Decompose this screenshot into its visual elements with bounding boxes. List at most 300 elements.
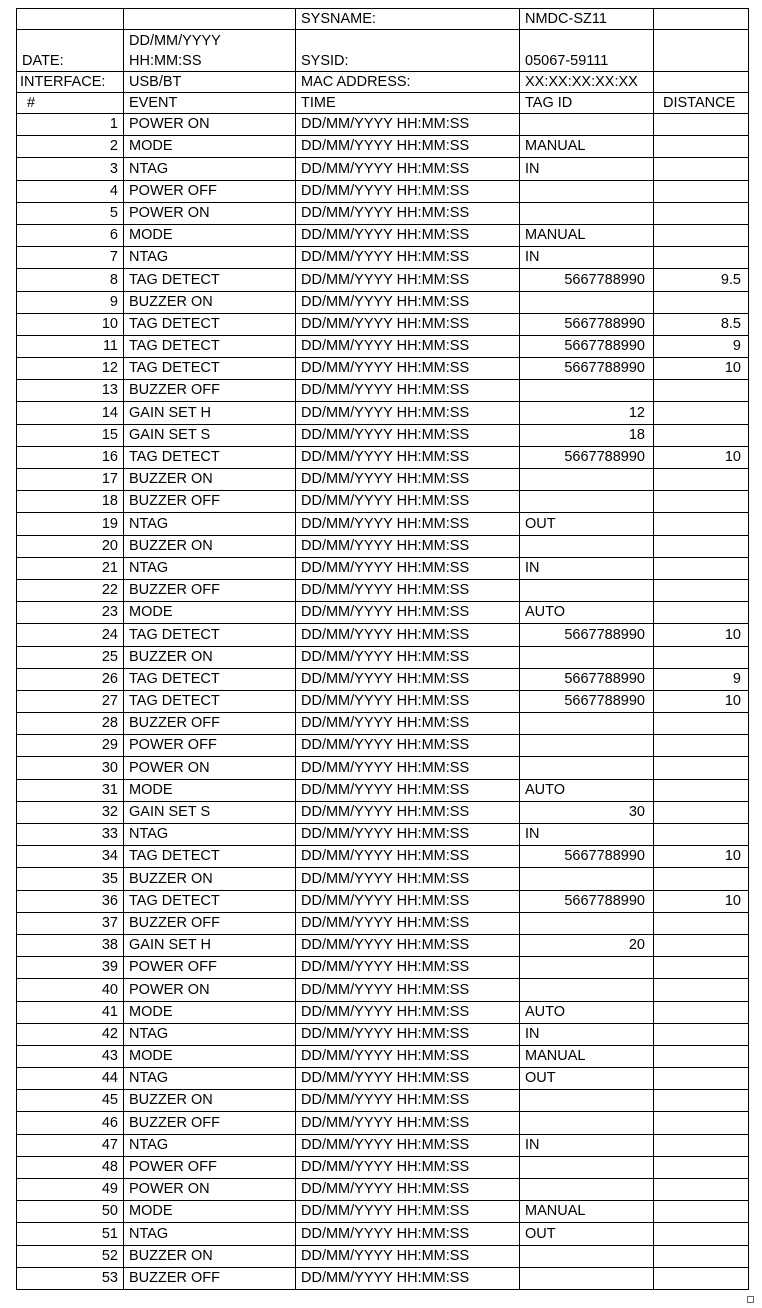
row-number: 49 [17, 1179, 124, 1201]
column-header-time: TIME [296, 93, 520, 114]
row-number: 31 [17, 779, 124, 801]
row-time: DD/MM/YYYY HH:MM:SS [296, 912, 520, 934]
row-time: DD/MM/YYYY HH:MM:SS [296, 557, 520, 579]
event-log-table [16, 8, 749, 1290]
table-row [17, 158, 749, 180]
row-distance [654, 180, 749, 202]
row-tag-id: 30 [520, 801, 654, 823]
row-number: 1 [17, 114, 124, 136]
row-event: BUZZER OFF [124, 579, 296, 601]
row-time: DD/MM/YYYY HH:MM:SS [296, 1156, 520, 1178]
row-distance [654, 1112, 749, 1134]
table-row [17, 114, 749, 136]
row-time: DD/MM/YYYY HH:MM:SS [296, 335, 520, 357]
table-row [17, 1023, 749, 1045]
row-tag-id [520, 291, 654, 313]
table-row [17, 846, 749, 868]
row-time: DD/MM/YYYY HH:MM:SS [296, 1068, 520, 1090]
row-time: DD/MM/YYYY HH:MM:SS [296, 424, 520, 446]
row-distance [654, 1068, 749, 1090]
row-time: DD/MM/YYYY HH:MM:SS [296, 579, 520, 601]
row-time: DD/MM/YYYY HH:MM:SS [296, 934, 520, 956]
table-row [17, 1179, 749, 1201]
row-event: POWER OFF [124, 180, 296, 202]
row-tag-id: AUTO [520, 779, 654, 801]
row-distance [654, 114, 749, 136]
row-tag-id: 5667788990 [520, 446, 654, 468]
row-number: 29 [17, 735, 124, 757]
row-number: 7 [17, 247, 124, 269]
table-row [17, 890, 749, 912]
row-event: GAIN SET S [124, 801, 296, 823]
row-tag-id [520, 380, 654, 402]
row-time: DD/MM/YYYY HH:MM:SS [296, 491, 520, 513]
row-tag-id: 5667788990 [520, 846, 654, 868]
table-row [17, 1267, 749, 1289]
row-event: POWER ON [124, 757, 296, 779]
row-tag-id: 5667788990 [520, 668, 654, 690]
row-time: DD/MM/YYYY HH:MM:SS [296, 801, 520, 823]
table-row [17, 402, 749, 424]
table-row [17, 934, 749, 956]
row-event: GAIN SET S [124, 424, 296, 446]
row-time: DD/MM/YYYY HH:MM:SS [296, 313, 520, 335]
row-tag-id [520, 202, 654, 224]
row-event: BUZZER OFF [124, 380, 296, 402]
row-event: TAG DETECT [124, 890, 296, 912]
table-row [17, 1134, 749, 1156]
header-row-interface [17, 72, 749, 93]
row-distance: 10 [654, 358, 749, 380]
row-event: POWER ON [124, 979, 296, 1001]
row-distance [654, 202, 749, 224]
row-distance [654, 579, 749, 601]
table-row [17, 1201, 749, 1223]
row-tag-id: IN [520, 824, 654, 846]
row-number: 19 [17, 513, 124, 535]
table-row [17, 1068, 749, 1090]
row-time: DD/MM/YYYY HH:MM:SS [296, 846, 520, 868]
table-row [17, 491, 749, 513]
date-label: DATE: [17, 30, 124, 72]
row-event: BUZZER ON [124, 1245, 296, 1267]
row-event: TAG DETECT [124, 335, 296, 357]
row-tag-id [520, 180, 654, 202]
date-value: DD/MM/YYYY HH:MM:SS [124, 30, 296, 72]
row-time: DD/MM/YYYY HH:MM:SS [296, 469, 520, 491]
row-tag-id: MANUAL [520, 1045, 654, 1067]
row-time: DD/MM/YYYY HH:MM:SS [296, 735, 520, 757]
row-tag-id: 5667788990 [520, 313, 654, 335]
row-event: BUZZER OFF [124, 1267, 296, 1289]
table-row [17, 358, 749, 380]
row-distance [654, 491, 749, 513]
row-event: GAIN SET H [124, 934, 296, 956]
table-row [17, 136, 749, 158]
end-of-table-marker [747, 1296, 754, 1303]
row-event: NTAG [124, 557, 296, 579]
column-header-event: EVENT [124, 93, 296, 114]
row-event: MODE [124, 1001, 296, 1023]
row-number: 20 [17, 535, 124, 557]
row-distance [654, 1267, 749, 1289]
row-number: 46 [17, 1112, 124, 1134]
row-distance: 9.5 [654, 269, 749, 291]
row-number: 8 [17, 269, 124, 291]
row-number: 26 [17, 668, 124, 690]
row-number: 13 [17, 380, 124, 402]
row-time: DD/MM/YYYY HH:MM:SS [296, 513, 520, 535]
column-header-number: # [17, 93, 124, 114]
row-distance [654, 1023, 749, 1045]
row-time: DD/MM/YYYY HH:MM:SS [296, 402, 520, 424]
table-row [17, 735, 749, 757]
table-row [17, 1245, 749, 1267]
table-row [17, 424, 749, 446]
row-tag-id: OUT [520, 513, 654, 535]
row-time: DD/MM/YYYY HH:MM:SS [296, 291, 520, 313]
row-tag-id [520, 1245, 654, 1267]
row-distance [654, 779, 749, 801]
row-tag-id: MANUAL [520, 136, 654, 158]
row-number: 18 [17, 491, 124, 513]
row-tag-id: 5667788990 [520, 890, 654, 912]
row-time: DD/MM/YYYY HH:MM:SS [296, 1090, 520, 1112]
row-tag-id [520, 868, 654, 890]
row-tag-id: MANUAL [520, 1201, 654, 1223]
row-distance [654, 1201, 749, 1223]
row-distance [654, 402, 749, 424]
row-tag-id: 18 [520, 424, 654, 446]
row-time: DD/MM/YYYY HH:MM:SS [296, 136, 520, 158]
row-distance [654, 1156, 749, 1178]
row-distance [654, 934, 749, 956]
table-row [17, 602, 749, 624]
table-row [17, 224, 749, 246]
row-time: DD/MM/YYYY HH:MM:SS [296, 535, 520, 557]
row-distance [654, 380, 749, 402]
row-distance [654, 424, 749, 446]
row-time: DD/MM/YYYY HH:MM:SS [296, 446, 520, 468]
row-number: 39 [17, 957, 124, 979]
row-tag-id [520, 735, 654, 757]
mac-value: XX:XX:XX:XX:XX [520, 72, 654, 93]
row-time: DD/MM/YYYY HH:MM:SS [296, 1201, 520, 1223]
row-number: 38 [17, 934, 124, 956]
row-tag-id: 5667788990 [520, 358, 654, 380]
row-tag-id: IN [520, 557, 654, 579]
row-tag-id: OUT [520, 1223, 654, 1245]
row-time: DD/MM/YYYY HH:MM:SS [296, 1112, 520, 1134]
row-time: DD/MM/YYYY HH:MM:SS [296, 224, 520, 246]
row-distance [654, 136, 749, 158]
row-number: 35 [17, 868, 124, 890]
row-number: 51 [17, 1223, 124, 1245]
sysname-label: SYSNAME: [296, 9, 520, 30]
row-distance [654, 291, 749, 313]
interface-label: INTERFACE: [17, 72, 124, 93]
row-event: MODE [124, 1201, 296, 1223]
row-distance: 10 [654, 690, 749, 712]
row-event: BUZZER OFF [124, 912, 296, 934]
row-distance [654, 735, 749, 757]
row-distance [654, 757, 749, 779]
row-tag-id [520, 757, 654, 779]
interface-value: USB/BT [124, 72, 296, 93]
row-number: 11 [17, 335, 124, 357]
row-event: TAG DETECT [124, 690, 296, 712]
row-event: MODE [124, 779, 296, 801]
row-event: BUZZER ON [124, 646, 296, 668]
row-number: 25 [17, 646, 124, 668]
row-distance: 9 [654, 335, 749, 357]
row-distance [654, 158, 749, 180]
row-number: 14 [17, 402, 124, 424]
row-tag-id [520, 535, 654, 557]
row-distance: 10 [654, 846, 749, 868]
row-event: NTAG [124, 824, 296, 846]
row-number: 43 [17, 1045, 124, 1067]
row-number: 21 [17, 557, 124, 579]
row-distance [654, 1134, 749, 1156]
row-number: 48 [17, 1156, 124, 1178]
empty-cell [17, 9, 124, 30]
row-number: 52 [17, 1245, 124, 1267]
row-number: 53 [17, 1267, 124, 1289]
row-event: MODE [124, 136, 296, 158]
row-distance [654, 469, 749, 491]
empty-cell [654, 30, 749, 72]
row-number: 36 [17, 890, 124, 912]
row-event: BUZZER OFF [124, 713, 296, 735]
sysid-value: 05067-59111 [520, 30, 654, 72]
row-distance [654, 1045, 749, 1067]
row-time: DD/MM/YYYY HH:MM:SS [296, 380, 520, 402]
row-event: NTAG [124, 1223, 296, 1245]
table-row [17, 380, 749, 402]
row-tag-id: 5667788990 [520, 335, 654, 357]
row-number: 44 [17, 1068, 124, 1090]
row-number: 24 [17, 624, 124, 646]
row-number: 32 [17, 801, 124, 823]
row-tag-id [520, 912, 654, 934]
row-event: BUZZER ON [124, 1090, 296, 1112]
row-number: 27 [17, 690, 124, 712]
row-time: DD/MM/YYYY HH:MM:SS [296, 1267, 520, 1289]
row-number: 2 [17, 136, 124, 158]
row-distance [654, 224, 749, 246]
row-distance [654, 1223, 749, 1245]
table-row [17, 1001, 749, 1023]
row-time: DD/MM/YYYY HH:MM:SS [296, 690, 520, 712]
table-row [17, 535, 749, 557]
row-event: POWER OFF [124, 957, 296, 979]
table-row [17, 1045, 749, 1067]
sysname-value: NMDC-SZ11 [520, 9, 654, 30]
row-event: POWER OFF [124, 735, 296, 757]
row-tag-id: AUTO [520, 1001, 654, 1023]
mac-label: MAC ADDRESS: [296, 72, 520, 93]
row-event: MODE [124, 602, 296, 624]
row-distance [654, 1001, 749, 1023]
column-header-distance: DISTANCE [654, 93, 749, 114]
row-event: BUZZER ON [124, 291, 296, 313]
table-row [17, 757, 749, 779]
row-distance [654, 535, 749, 557]
row-tag-id [520, 1156, 654, 1178]
table-row [17, 1223, 749, 1245]
table-row [17, 868, 749, 890]
row-tag-id: IN [520, 158, 654, 180]
row-event: NTAG [124, 1068, 296, 1090]
row-tag-id [520, 957, 654, 979]
table-row [17, 624, 749, 646]
row-time: DD/MM/YYYY HH:MM:SS [296, 957, 520, 979]
row-number: 37 [17, 912, 124, 934]
row-event: MODE [124, 1045, 296, 1067]
row-event: NTAG [124, 1134, 296, 1156]
row-event: TAG DETECT [124, 446, 296, 468]
row-event: TAG DETECT [124, 358, 296, 380]
row-number: 10 [17, 313, 124, 335]
row-time: DD/MM/YYYY HH:MM:SS [296, 1045, 520, 1067]
table-row [17, 801, 749, 823]
row-number: 47 [17, 1134, 124, 1156]
row-distance: 10 [654, 624, 749, 646]
row-time: DD/MM/YYYY HH:MM:SS [296, 979, 520, 1001]
row-distance: 9 [654, 668, 749, 690]
row-time: DD/MM/YYYY HH:MM:SS [296, 868, 520, 890]
row-time: DD/MM/YYYY HH:MM:SS [296, 269, 520, 291]
row-distance [654, 247, 749, 269]
row-event: BUZZER ON [124, 868, 296, 890]
row-tag-id: 20 [520, 934, 654, 956]
table-row [17, 579, 749, 601]
table-row [17, 469, 749, 491]
table-row [17, 291, 749, 313]
row-number: 12 [17, 358, 124, 380]
row-time: DD/MM/YYYY HH:MM:SS [296, 1001, 520, 1023]
row-tag-id: MANUAL [520, 224, 654, 246]
header-row-date [17, 30, 749, 72]
table-row [17, 646, 749, 668]
row-number: 17 [17, 469, 124, 491]
row-event: MODE [124, 224, 296, 246]
row-number: 16 [17, 446, 124, 468]
row-event: POWER ON [124, 202, 296, 224]
table-row [17, 1156, 749, 1178]
row-time: DD/MM/YYYY HH:MM:SS [296, 158, 520, 180]
row-time: DD/MM/YYYY HH:MM:SS [296, 247, 520, 269]
row-number: 6 [17, 224, 124, 246]
row-tag-id: IN [520, 1134, 654, 1156]
row-time: DD/MM/YYYY HH:MM:SS [296, 713, 520, 735]
table-row [17, 180, 749, 202]
row-distance [654, 1090, 749, 1112]
row-tag-id [520, 579, 654, 601]
row-event: BUZZER OFF [124, 1112, 296, 1134]
row-distance [654, 868, 749, 890]
row-distance [654, 1179, 749, 1201]
table-row [17, 779, 749, 801]
row-number: 40 [17, 979, 124, 1001]
table-row [17, 313, 749, 335]
row-event: BUZZER OFF [124, 491, 296, 513]
row-time: DD/MM/YYYY HH:MM:SS [296, 779, 520, 801]
row-distance [654, 912, 749, 934]
row-number: 5 [17, 202, 124, 224]
row-number: 33 [17, 824, 124, 846]
row-time: DD/MM/YYYY HH:MM:SS [296, 624, 520, 646]
table-row [17, 713, 749, 735]
table-row [17, 269, 749, 291]
sysid-label: SYSID: [296, 30, 520, 72]
row-event: BUZZER ON [124, 535, 296, 557]
row-number: 4 [17, 180, 124, 202]
row-event: NTAG [124, 1023, 296, 1045]
row-tag-id: 5667788990 [520, 690, 654, 712]
row-time: DD/MM/YYYY HH:MM:SS [296, 358, 520, 380]
table-row [17, 690, 749, 712]
row-time: DD/MM/YYYY HH:MM:SS [296, 668, 520, 690]
row-time: DD/MM/YYYY HH:MM:SS [296, 1023, 520, 1045]
row-distance: 8.5 [654, 313, 749, 335]
empty-cell [654, 9, 749, 30]
row-number: 23 [17, 602, 124, 624]
row-tag-id: 5667788990 [520, 624, 654, 646]
row-event: TAG DETECT [124, 668, 296, 690]
row-distance [654, 713, 749, 735]
row-event: NTAG [124, 513, 296, 535]
row-number: 9 [17, 291, 124, 313]
row-event: BUZZER ON [124, 469, 296, 491]
row-distance: 10 [654, 890, 749, 912]
table-row [17, 247, 749, 269]
row-tag-id [520, 469, 654, 491]
row-distance [654, 957, 749, 979]
row-tag-id [520, 979, 654, 1001]
row-tag-id: IN [520, 247, 654, 269]
row-time: DD/MM/YYYY HH:MM:SS [296, 757, 520, 779]
row-number: 34 [17, 846, 124, 868]
row-tag-id [520, 491, 654, 513]
row-number: 41 [17, 1001, 124, 1023]
table-row [17, 979, 749, 1001]
row-distance [654, 979, 749, 1001]
row-number: 22 [17, 579, 124, 601]
row-event: POWER ON [124, 114, 296, 136]
column-header-tag-id: TAG ID [520, 93, 654, 114]
row-tag-id [520, 1112, 654, 1134]
column-header-row [17, 93, 749, 114]
row-number: 42 [17, 1023, 124, 1045]
row-event: TAG DETECT [124, 313, 296, 335]
row-time: DD/MM/YYYY HH:MM:SS [296, 202, 520, 224]
table-row [17, 824, 749, 846]
table-row [17, 668, 749, 690]
row-distance: 10 [654, 446, 749, 468]
row-tag-id: 12 [520, 402, 654, 424]
row-time: DD/MM/YYYY HH:MM:SS [296, 824, 520, 846]
row-event: NTAG [124, 247, 296, 269]
header-row-sysname [17, 9, 749, 30]
row-number: 30 [17, 757, 124, 779]
row-distance [654, 646, 749, 668]
row-distance [654, 557, 749, 579]
row-distance [654, 801, 749, 823]
table-row [17, 912, 749, 934]
row-number: 15 [17, 424, 124, 446]
